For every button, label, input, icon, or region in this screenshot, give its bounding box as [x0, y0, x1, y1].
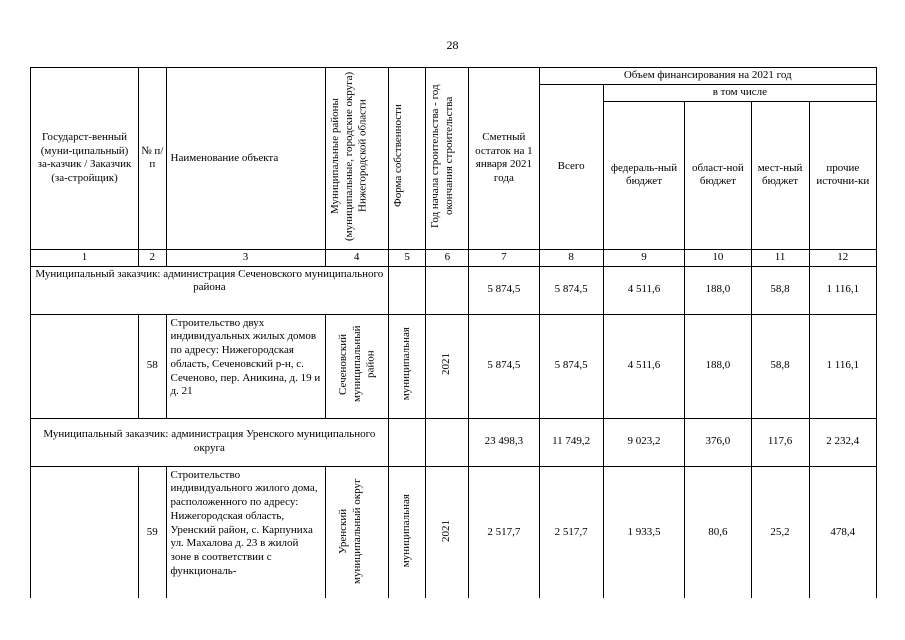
cell-balance: 5 874,5 — [469, 314, 539, 418]
header-funding: Объем финансирования на 2021 год — [539, 68, 876, 85]
cell-year-text: 2021 — [440, 519, 453, 542]
cell-balance: 23 498,3 — [469, 418, 539, 466]
header-years-text: Год начала строительства - год окончания строительства — [429, 84, 456, 228]
page-number: 28 — [446, 38, 459, 52]
col-number: 5 — [388, 249, 426, 266]
cell-federal: 1 933,5 — [603, 466, 685, 600]
cell-total: 5 874,5 — [539, 266, 603, 314]
cell-local: 25,2 — [751, 466, 809, 600]
header-ownership-text: Форма собственности — [392, 104, 405, 208]
page-bottom-margin — [0, 598, 905, 640]
header-federal: федераль-ный бюджет — [603, 101, 685, 249]
column-numbers-row — [31, 249, 877, 266]
cell-ownership-text: муниципальная — [400, 494, 413, 568]
cell-year-text: 2021 — [440, 352, 453, 375]
header-local: мест-ный бюджет — [751, 101, 809, 249]
col-number: 1 — [31, 249, 139, 266]
cell-ownership — [388, 466, 426, 600]
cell-year — [426, 314, 469, 418]
header-total: Всего — [539, 85, 603, 250]
cell-district-text: Уренский муниципальный округ — [336, 478, 363, 584]
header-balance: Сметный остаток на 1 января 2021 года — [469, 68, 539, 250]
header-object-name: Наименование объекта — [166, 68, 325, 250]
cell-num: 59 — [139, 466, 167, 600]
cell-ownership — [388, 314, 426, 418]
cell-other: 1 116,1 — [809, 314, 876, 418]
cell-federal: 4 511,6 — [603, 266, 685, 314]
col-number: 8 — [539, 249, 603, 266]
cell-year — [426, 466, 469, 600]
cell-total: 2 517,7 — [539, 466, 603, 600]
table-row — [31, 314, 877, 418]
header-including: в том числе — [603, 85, 876, 102]
col-number: 10 — [685, 249, 751, 266]
cell-regional: 188,0 — [685, 314, 751, 418]
col-number: 2 — [139, 249, 167, 266]
group-row — [31, 418, 877, 466]
cell-regional: 80,6 — [685, 466, 751, 600]
cell-local: 117,6 — [751, 418, 809, 466]
header-num: № п/п — [139, 68, 167, 250]
cell-balance: 5 874,5 — [469, 266, 539, 314]
cell-regional: 188,0 — [685, 266, 751, 314]
header-regional: област-ной бюджет — [685, 101, 751, 249]
cell-district-text: Сеченовский муниципальный район — [336, 325, 377, 402]
col-number: 3 — [166, 249, 325, 266]
header-districts-text: Муниципальные районы (муниципальные, городские округа) Нижегородской области — [328, 71, 369, 241]
cell-balance: 2 517,7 — [469, 466, 539, 600]
financing-table — [30, 67, 877, 600]
group-row — [31, 266, 877, 314]
cell-total: 5 874,5 — [539, 314, 603, 418]
col-number: 9 — [603, 249, 685, 266]
group-title: Муниципальный заказчик: администрация Сеченовского муниципального района — [31, 266, 389, 314]
group-title: Муниципальный заказчик: администрация Уренского муниципального округа — [31, 418, 389, 466]
cell-num: 58 — [139, 314, 167, 418]
col-number: 7 — [469, 249, 539, 266]
cell-ownership-text: муниципальная — [400, 327, 413, 401]
col-number: 11 — [751, 249, 809, 266]
cell-object-name: Строительство двух индивидуальных жилых домов по адресу: Нижегородская область, Сеченовский р-н, с. Сеченово, пер. Аникина, д. 19 и д. 21 — [166, 314, 325, 418]
cell-regional: 376,0 — [685, 418, 751, 466]
cell-district — [325, 314, 388, 418]
cell-total: 11 749,2 — [539, 418, 603, 466]
header-districts — [325, 68, 388, 250]
cell-other: 2 232,4 — [809, 418, 876, 466]
cell-district — [325, 466, 388, 600]
header-ownership — [388, 68, 426, 250]
col-number: 6 — [426, 249, 469, 266]
header-other: прочие источни-ки — [809, 101, 876, 249]
cell-other: 1 116,1 — [809, 266, 876, 314]
cell-federal: 9 023,2 — [603, 418, 685, 466]
cell-local: 58,8 — [751, 314, 809, 418]
col-number: 12 — [809, 249, 876, 266]
cell-local: 58,8 — [751, 266, 809, 314]
cell-other: 478,4 — [809, 466, 876, 600]
table-row — [31, 466, 877, 600]
col-number: 4 — [325, 249, 388, 266]
header-customer: Государст-венный (муни-ципальный) за-казчик / Заказчик (за-стройщик) — [31, 68, 139, 250]
header-years — [426, 68, 469, 250]
cell-object-name: Строительство индивидуального жилого дома, расположенного по адресу: Нижегородская область, Уренский район, с. Карпуниха ул. Махалова д. 23 в жилой зоне в соответствии с функциональ- — [166, 466, 325, 600]
cell-federal: 4 511,6 — [603, 314, 685, 418]
